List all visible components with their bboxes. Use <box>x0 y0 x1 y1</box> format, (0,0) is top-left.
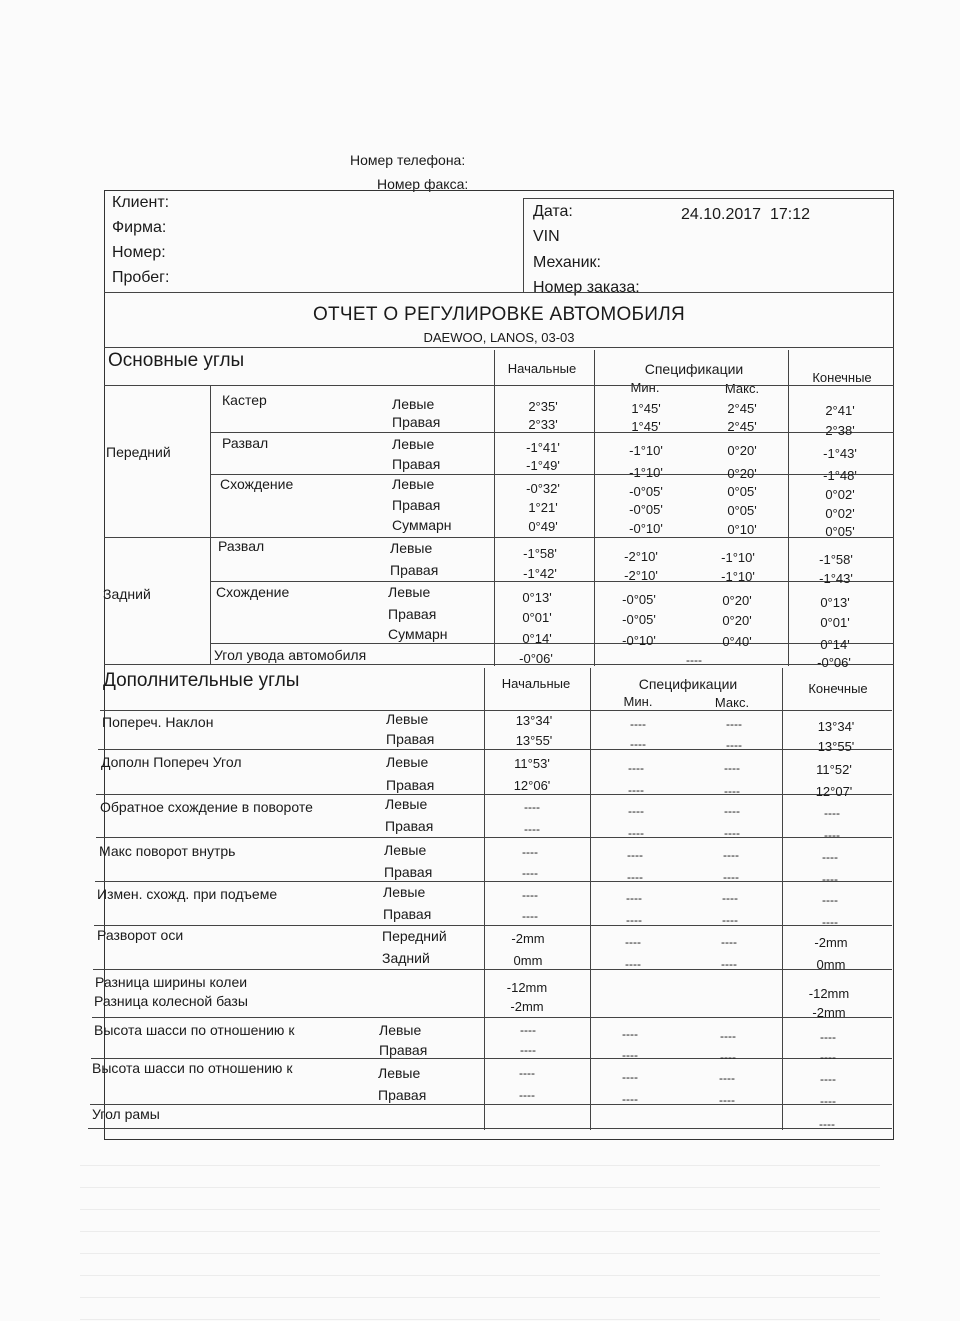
frame-angle-label: Угол рамы <box>92 1106 160 1122</box>
track-initial: -12mm <box>506 980 548 995</box>
side2: Правая <box>386 731 435 747</box>
row-label: Высота шасси по отношению к <box>94 1022 295 1038</box>
max-value: 0°05' <box>727 503 757 518</box>
main-hline-b <box>210 474 894 475</box>
extra-hline-6 <box>93 969 892 970</box>
final1: 13°34' <box>817 719 855 734</box>
date-label: Дата: <box>533 203 573 220</box>
main-vline-1 <box>210 385 211 665</box>
frame-angle-final: ---- <box>819 1117 835 1131</box>
min-value: -0°05' <box>622 592 656 607</box>
final1: ---- <box>820 1030 836 1044</box>
initial-value: 2°35' <box>528 399 558 414</box>
client-divider <box>523 198 524 292</box>
report-title: ОТЧЕТ О РЕГУЛИРОВКЕ АВТОМОБИЛЯ <box>312 304 686 325</box>
row-label: Макс поворот внутрь <box>99 843 236 859</box>
min1: ---- <box>622 1027 638 1041</box>
min1: ---- <box>622 1070 638 1084</box>
final2: 0mm <box>816 957 846 972</box>
side-label: Правая <box>392 456 441 472</box>
max-value: -1°10' <box>721 569 755 584</box>
side1: Левые <box>379 1022 422 1038</box>
row-label: Дополн Попереч Угол <box>101 754 242 770</box>
max1: ---- <box>724 804 740 818</box>
final-value: 0°13' <box>820 595 850 610</box>
wheelbase-final: -2mm <box>812 1005 846 1020</box>
side-label: Левые <box>392 396 435 412</box>
extra-col-initial: Начальные <box>501 676 571 691</box>
row-label: Разворот оси <box>97 927 184 943</box>
min2: ---- <box>622 1092 638 1106</box>
extra-vline-3 <box>782 668 783 1130</box>
side2: Задний <box>382 950 430 966</box>
max-value: 0°10' <box>727 522 757 537</box>
main-hline-d <box>210 581 894 582</box>
initial-value: -1°41' <box>526 440 560 455</box>
side-label: Суммарн <box>392 517 452 533</box>
group-label: Схождение <box>216 584 290 600</box>
side1: Левые <box>386 711 429 727</box>
min1: ---- <box>630 717 646 731</box>
side1: Левые <box>385 796 428 812</box>
final-value: 2°38' <box>825 423 855 438</box>
final2: ---- <box>824 828 840 842</box>
side2: Правая <box>383 906 432 922</box>
initial1: -2mm <box>511 931 545 946</box>
initial2: 12°06' <box>513 778 551 793</box>
row-label: Попереч. Наклон <box>102 714 214 730</box>
final-value: -1°43' <box>823 446 857 461</box>
col-min: Мин. <box>630 380 660 395</box>
extra-vline-2 <box>590 668 591 1130</box>
final-value: -1°48' <box>823 468 857 483</box>
initial2: 0mm <box>513 953 543 968</box>
initial-value: 0°14' <box>522 631 552 646</box>
side1: Левые <box>386 754 429 770</box>
max2: ---- <box>720 1050 736 1064</box>
min-value: -0°10' <box>622 633 656 648</box>
final1: ---- <box>824 806 840 820</box>
row-label: Измен. схожд. при подъеме <box>97 886 278 902</box>
date-top-line <box>523 198 894 199</box>
final-value: 2°41' <box>825 403 855 418</box>
max1: ---- <box>726 717 742 731</box>
side-label: Левые <box>390 540 433 556</box>
min1: ---- <box>628 761 644 775</box>
max1: ---- <box>720 1029 736 1043</box>
initial-value: -1°49' <box>526 458 560 473</box>
final-value: -1°43' <box>819 571 853 586</box>
number-label: Номер: <box>112 244 166 261</box>
group-label: Развал <box>222 435 269 451</box>
side2: Правая <box>385 818 434 834</box>
client-label: Клиент: <box>112 194 170 211</box>
extra-vline-1 <box>484 668 485 1130</box>
row-label: Обратное схождение в повороте <box>100 799 313 815</box>
group-label: Схождение <box>220 476 294 492</box>
final1: -2mm <box>814 935 848 950</box>
final2: 13°55' <box>817 739 855 754</box>
row-label: Высота шасси по отношению к <box>92 1060 293 1076</box>
main-vline-2 <box>494 350 495 666</box>
initial-value: 0°13' <box>522 590 552 605</box>
min2: ---- <box>628 783 644 797</box>
side-label: Правая <box>390 562 439 578</box>
initial-value: -1°42' <box>523 566 557 581</box>
track-label: Разница ширины колеи <box>95 974 248 990</box>
max1: ---- <box>723 848 739 862</box>
rear-label: Задний <box>103 586 151 602</box>
track-final: -12mm <box>808 986 850 1001</box>
extra-col-max: Макс. <box>714 695 750 710</box>
extra-hline-0 <box>100 710 892 711</box>
min-value: -0°05' <box>629 502 663 517</box>
initial2: ---- <box>520 1043 536 1057</box>
side2: Правая <box>378 1087 427 1103</box>
extra-col-final: Конечные <box>808 681 868 696</box>
min-value: -0°05' <box>629 484 663 499</box>
col-spec: Спецификации <box>644 361 744 377</box>
min1: ---- <box>626 891 642 905</box>
initial1: ---- <box>519 1066 535 1080</box>
min2: ---- <box>630 737 646 751</box>
date-value: 24.10.2017 17:12 <box>681 206 811 223</box>
extra-hline-5 <box>94 925 892 926</box>
max-value: 0°20' <box>727 466 757 481</box>
initial2: 13°55' <box>515 733 553 748</box>
final-value: 0°02' <box>825 487 855 502</box>
vehicle-info: DAEWOO, LANOS, 03-03 <box>423 330 575 345</box>
initial2: ---- <box>519 1088 535 1102</box>
min1: ---- <box>627 848 643 862</box>
min1: ---- <box>628 804 644 818</box>
thrust-final: -0°06' <box>817 655 851 670</box>
scan-noise <box>80 1150 880 1320</box>
max1: ---- <box>719 1071 735 1085</box>
max1: ---- <box>722 891 738 905</box>
max-value: 0°20' <box>722 593 752 608</box>
extra-col-min: Мин. <box>623 694 653 709</box>
min-value: -1°10' <box>629 465 663 480</box>
extra-hline-8 <box>91 1058 892 1059</box>
extra-hline-2 <box>96 794 892 795</box>
side2: Правая <box>384 864 433 880</box>
order-label: Номер заказа: <box>533 279 640 296</box>
initial1: ---- <box>522 845 538 859</box>
max-value: -1°10' <box>721 550 755 565</box>
side-label: Суммарн <box>388 626 448 642</box>
initial2: ---- <box>524 822 540 836</box>
main-hline-a <box>210 432 894 433</box>
min-value: -2°10' <box>624 549 658 564</box>
client-bottom-line <box>104 292 894 293</box>
side1: Левые <box>384 842 427 858</box>
final2: 12°07' <box>815 784 853 799</box>
side2: Правая <box>386 777 435 793</box>
final1: ---- <box>822 893 838 907</box>
final2: ---- <box>820 1050 836 1064</box>
final1: ---- <box>822 850 838 864</box>
phone-label: Номер телефона: <box>350 152 466 168</box>
min-value: -0°05' <box>622 612 656 627</box>
initial1: ---- <box>520 1023 536 1037</box>
final2: ---- <box>822 915 838 929</box>
main-vline-4 <box>788 350 789 666</box>
side-label: Левые <box>388 584 431 600</box>
final-value: 0°02' <box>825 506 855 521</box>
side-label: Правая <box>388 606 437 622</box>
max-value: 0°20' <box>722 613 752 628</box>
initial-value: 1°21' <box>528 500 558 515</box>
initial1: ---- <box>524 800 540 814</box>
final1: ---- <box>820 1072 836 1086</box>
min1: ---- <box>625 935 641 949</box>
max-value: 0°20' <box>727 443 757 458</box>
max2: ---- <box>723 870 739 884</box>
main-header-line <box>104 385 894 386</box>
max-value: 0°05' <box>727 484 757 499</box>
thrust-initial: -0°06' <box>519 651 553 666</box>
initial1: 13°34' <box>515 713 553 728</box>
max2: ---- <box>721 957 737 971</box>
side-label: Левые <box>392 476 435 492</box>
extra-hline-3 <box>96 837 892 838</box>
mileage-label: Пробег: <box>112 269 170 286</box>
final-value: 0°01' <box>820 615 850 630</box>
fax-label: Номер факса: <box>377 176 469 192</box>
col-max: Макс. <box>724 381 760 396</box>
side1: Левые <box>378 1065 421 1081</box>
initial-value: 0°01' <box>522 610 552 625</box>
min2: ---- <box>622 1048 638 1062</box>
max2: ---- <box>724 826 740 840</box>
vin-label: VIN <box>533 228 560 245</box>
initial1: ---- <box>522 888 538 902</box>
wheelbase-label: Разница колесной базы <box>94 993 248 1009</box>
initial1: 11°53' <box>514 756 550 771</box>
extra-hline-4 <box>95 881 892 882</box>
min-value: 1°45' <box>631 401 661 416</box>
initial2: ---- <box>522 866 538 880</box>
extra-hline-1 <box>98 749 892 750</box>
initial2: ---- <box>522 909 538 923</box>
extra-col-spec: Спецификации <box>638 676 738 692</box>
thrust-spec: ---- <box>686 653 702 667</box>
extra-bottom-line <box>88 1128 892 1129</box>
final-value: -1°58' <box>819 552 853 567</box>
mechanic-label: Механик: <box>533 254 601 271</box>
extra-section-title: Дополнительные углы <box>103 670 300 691</box>
main-section-title: Основные углы <box>108 350 245 371</box>
initial-value: 0°49' <box>528 519 558 534</box>
max2: ---- <box>726 738 742 752</box>
max2: ---- <box>724 784 740 798</box>
wheelbase-initial: -2mm <box>510 999 544 1014</box>
group-label: Кастер <box>222 392 267 408</box>
col-final: Конечные <box>812 370 872 385</box>
max-value: 2°45' <box>727 401 757 416</box>
min-value: 1°45' <box>631 419 661 434</box>
min2: ---- <box>628 826 644 840</box>
final2: ---- <box>822 872 838 886</box>
min-value: -2°10' <box>624 568 658 583</box>
min-value: -1°10' <box>629 443 663 458</box>
thrust-label: Угол увода автомобиля <box>214 647 367 663</box>
main-vline-3 <box>594 350 595 666</box>
extra-hline-9 <box>90 1104 892 1105</box>
max1: ---- <box>721 935 737 949</box>
main-top-line <box>104 347 894 348</box>
initial-value: 2°33' <box>528 417 558 432</box>
final2: ---- <box>820 1094 836 1108</box>
col-initial: Начальные <box>507 361 577 376</box>
side-label: Правая <box>392 414 441 430</box>
initial-value: -1°58' <box>523 546 557 561</box>
side2: Правая <box>379 1042 428 1058</box>
extra-hline-7 <box>92 1017 892 1018</box>
max-value: 0°40' <box>722 634 752 649</box>
front-label: Передний <box>106 444 171 460</box>
min2: ---- <box>625 957 641 971</box>
max1: ---- <box>724 761 740 775</box>
group-label: Развал <box>218 538 265 554</box>
min-value: -0°10' <box>629 521 663 536</box>
final-value: 0°05' <box>825 524 855 539</box>
min2: ---- <box>626 913 642 927</box>
side-label: Правая <box>392 497 441 513</box>
final-value: 0°14' <box>820 637 850 652</box>
initial-value: -0°32' <box>526 481 560 496</box>
max-value: 2°45' <box>727 419 757 434</box>
side-label: Левые <box>392 436 435 452</box>
min2: ---- <box>627 870 643 884</box>
firm-label: Фирма: <box>112 219 167 236</box>
side1: Передний <box>382 928 447 944</box>
side1: Левые <box>383 884 426 900</box>
max2: ---- <box>719 1093 735 1107</box>
max2: ---- <box>722 913 738 927</box>
final1: 11°52' <box>816 762 852 777</box>
